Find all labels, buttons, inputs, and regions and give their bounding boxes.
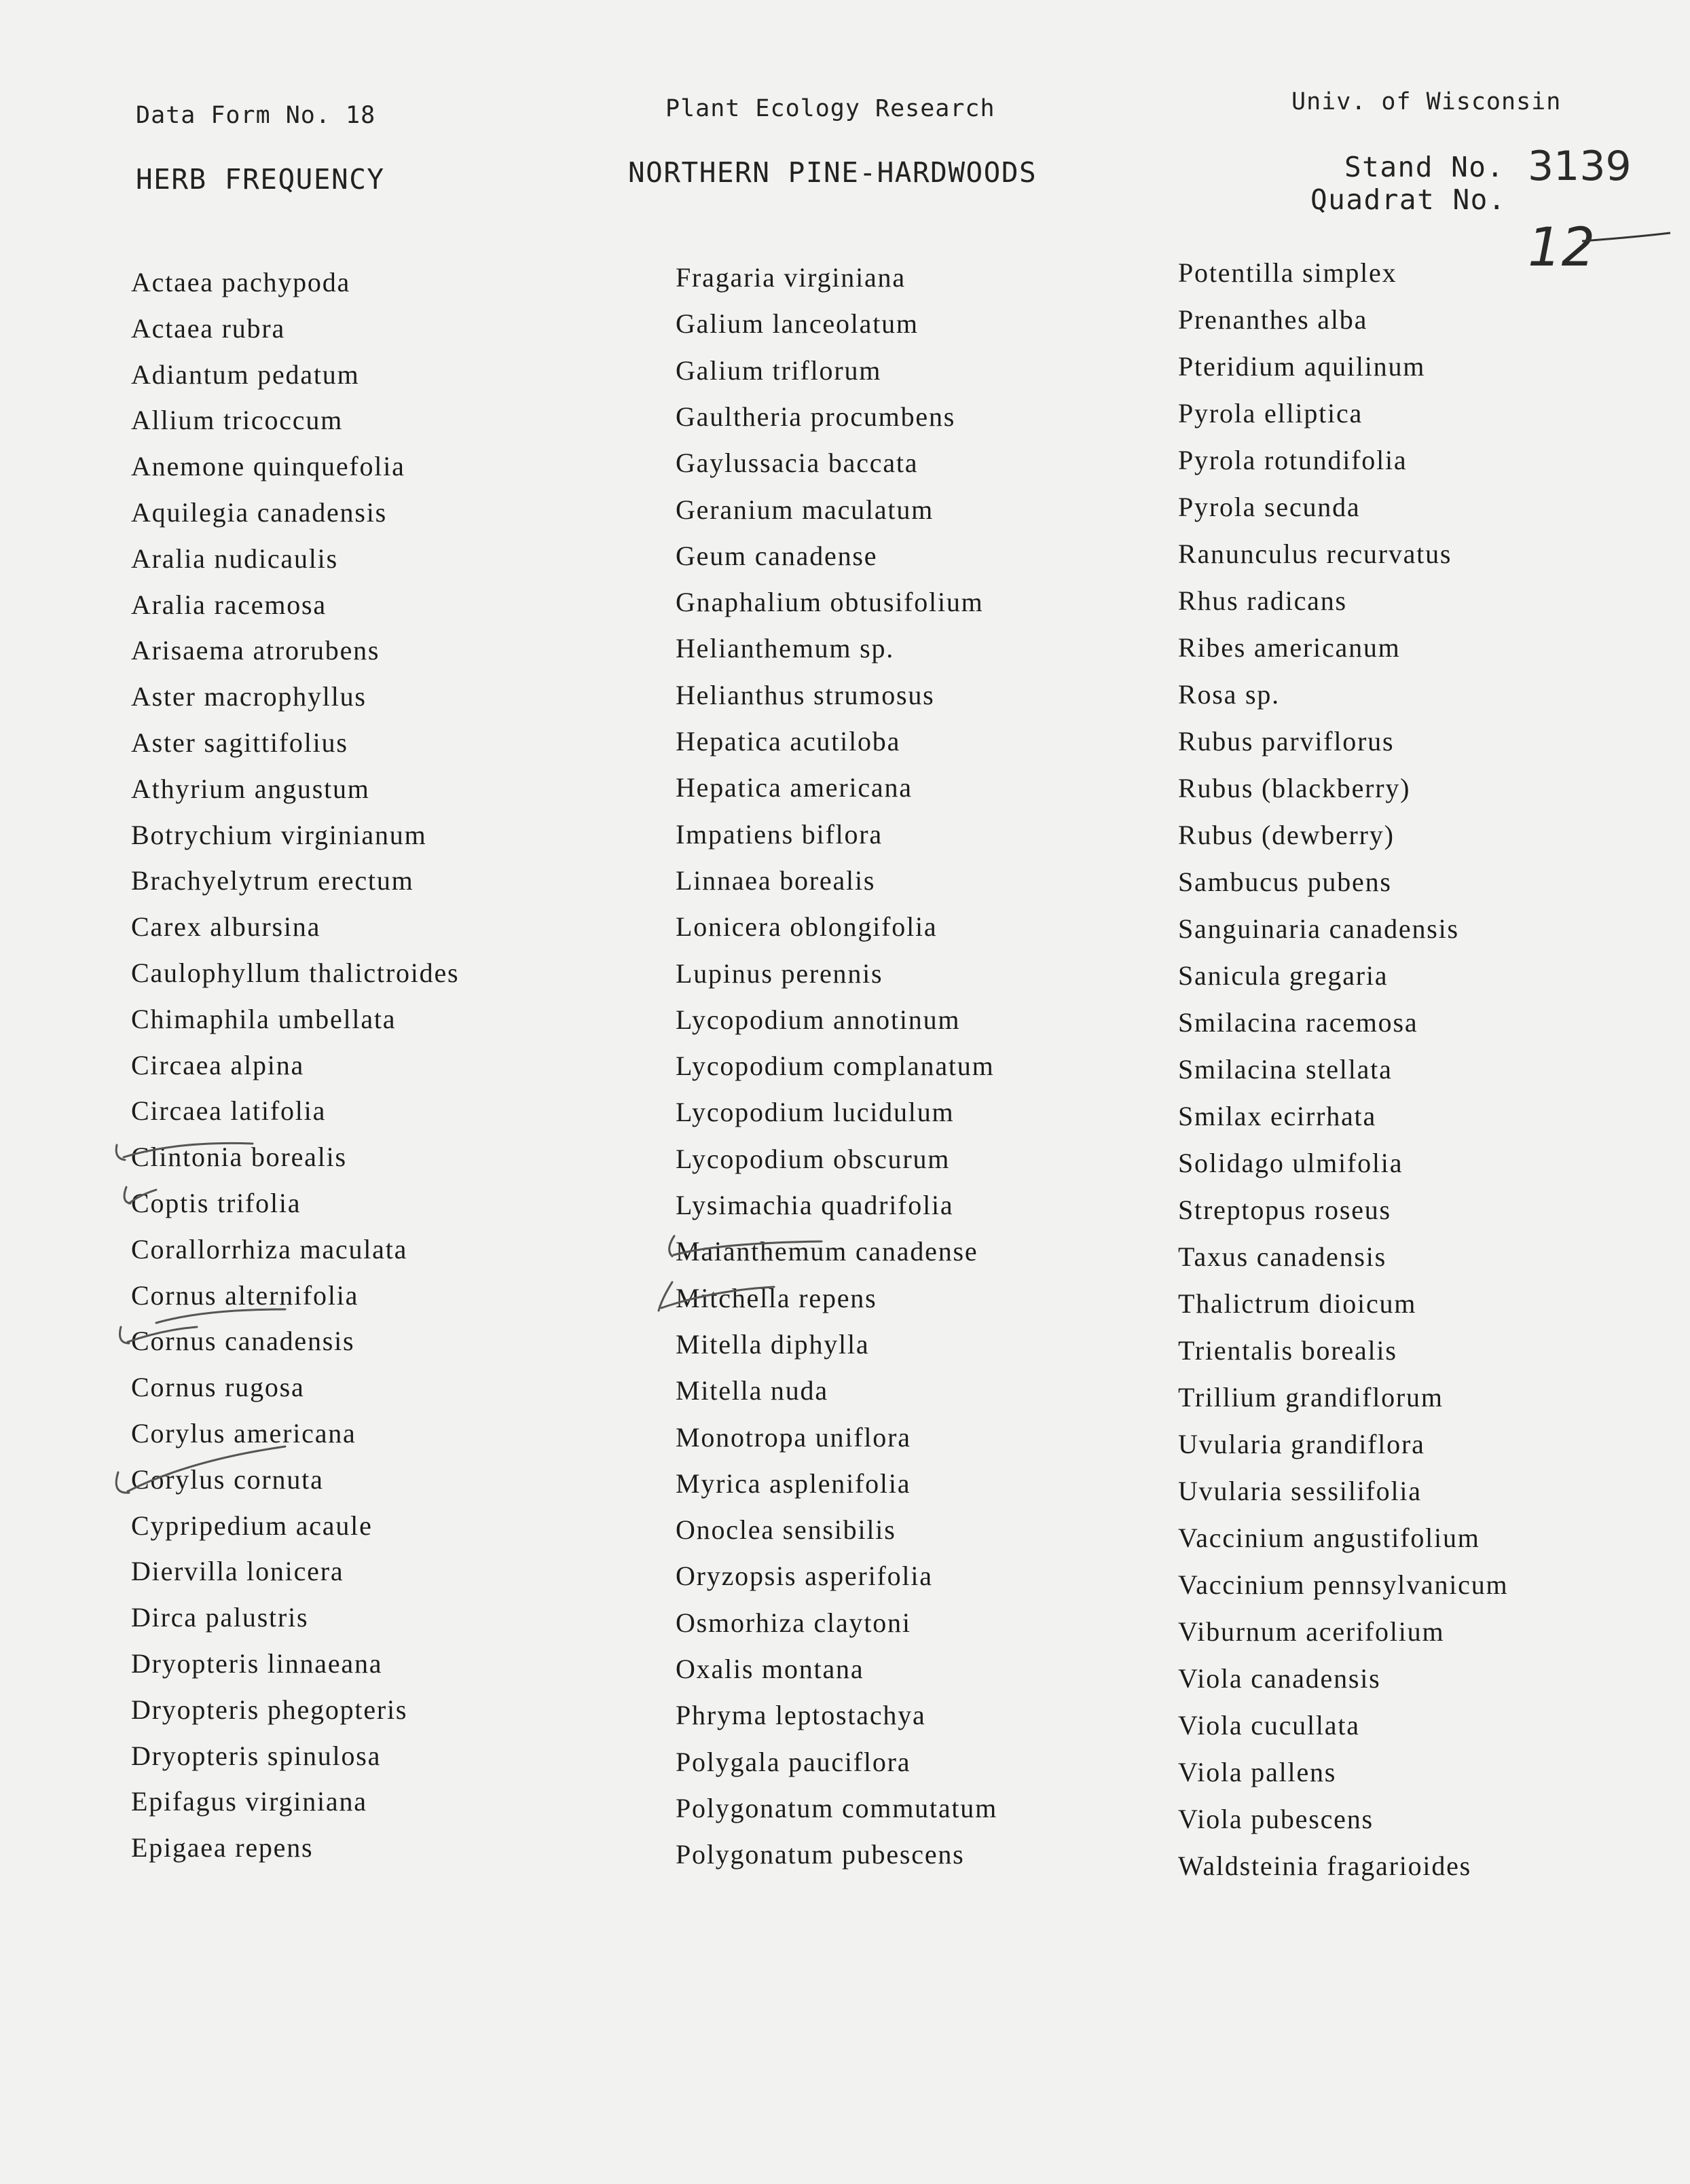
species-item: Carex albursina [131, 911, 321, 943]
species-item: Viola cucullata [1178, 1710, 1360, 1741]
species-item: Diervilla lonicera [131, 1556, 344, 1587]
species-item: Athyrium angustum [131, 773, 370, 804]
species-item: Potentilla simplex [1178, 257, 1397, 288]
species-item: Vaccinium pennsylvanicum [1178, 1569, 1509, 1600]
species-item: Trillium grandiflorum [1178, 1382, 1444, 1413]
species-item: Uvularia grandiflora [1178, 1429, 1425, 1459]
species-item: Cornus rugosa [131, 1372, 305, 1403]
species-item: Polygala pauciflora [676, 1746, 911, 1777]
species-item: Lonicera oblongifolia [676, 911, 938, 943]
species-item: Corylus cornuta [131, 1463, 324, 1495]
species-item: Galium triflorum [676, 354, 882, 386]
species-item: Circaea alpina [131, 1049, 305, 1080]
species-item: Phryma leptostachya [676, 1700, 926, 1731]
species-item: Corallorrhiza maculata [131, 1233, 408, 1264]
species-item: Oryzopsis asperifolia [676, 1561, 933, 1592]
species-item: Cornus canadensis [131, 1326, 355, 1357]
species-item: Epigaea repens [131, 1832, 314, 1863]
species-item: Helianthemum sp. [676, 633, 895, 664]
species-item: Arisaema atrorubens [131, 635, 380, 666]
species-item: Pyrola secunda [1178, 492, 1361, 522]
species-item: Lycopodium lucidulum [676, 1097, 955, 1128]
species-item: Galium lanceolatum [676, 308, 919, 340]
species-item: Rosa sp. [1178, 679, 1280, 710]
species-item: Smilacina racemosa [1178, 1007, 1418, 1038]
species-item: Smilacina stellata [1178, 1054, 1393, 1085]
species-item: Waldsteinia fragarioides [1178, 1851, 1472, 1881]
species-item: Botrychium virginianum [131, 819, 427, 850]
form-number: Data Form No. 18 [136, 102, 376, 129]
species-item: Solidago ulmifolia [1178, 1148, 1403, 1178]
species-item: Geranium maculatum [676, 494, 934, 525]
stand-number: 3139 [1528, 143, 1632, 190]
species-item: Pteridium aquilinum [1178, 351, 1426, 382]
forest-type: NORTHERN PINE-HARDWOODS [628, 156, 1037, 189]
species-item: Monotropa uniflora [676, 1421, 911, 1453]
species-item: Maianthemum canadense [676, 1236, 978, 1267]
species-item: Rubus (dewberry) [1178, 820, 1395, 850]
species-item: Epifagus virginiana [131, 1786, 367, 1817]
species-item: Corylus americana [131, 1418, 356, 1449]
species-item: Fragaria virginiana [676, 262, 906, 293]
species-item: Sanguinaria canadensis [1178, 913, 1459, 944]
species-item: Polygonatum pubescens [676, 1839, 965, 1870]
species-item: Viola pallens [1178, 1757, 1337, 1787]
species-item: Gnaphalium obtusifolium [676, 587, 984, 618]
species-item: Coptis trifolia [131, 1188, 301, 1218]
species-item: Chimaphila umbellata [131, 1003, 397, 1034]
species-item: Linnaea borealis [676, 864, 876, 896]
species-item: Smilax ecirrhata [1178, 1101, 1377, 1131]
species-item: Aralia racemosa [131, 589, 327, 620]
species-item: Taxus canadensis [1178, 1241, 1387, 1272]
species-item: Prenanthes alba [1178, 304, 1368, 335]
species-item: Gaylussacia baccata [676, 448, 919, 479]
species-item: Oxalis montana [676, 1654, 864, 1684]
species-item: Brachyelytrum erectum [131, 865, 414, 896]
species-item: Mitchella repens [676, 1282, 877, 1313]
species-item: Anemone quinquefolia [131, 451, 405, 482]
institution: Univ. of Wisconsin [1291, 88, 1562, 115]
species-item: Lupinus perennis [676, 958, 883, 989]
species-item: Sambucus pubens [1178, 867, 1392, 897]
species-item: Dryopteris linnaeana [131, 1648, 383, 1679]
species-item: Dirca palustris [131, 1602, 309, 1633]
species-item: Hepatica americana [676, 772, 913, 803]
species-item: Caulophyllum thalictroides [131, 958, 460, 988]
species-item: Aquilegia canadensis [131, 497, 387, 528]
species-item: Circaea latifolia [131, 1095, 327, 1127]
species-item: Clintonia borealis [131, 1142, 347, 1173]
project-name: Plant Ecology Research [665, 95, 995, 122]
species-item: Ranunculus recurvatus [1178, 539, 1452, 569]
species-item: Osmorhiza claytoni [676, 1607, 911, 1638]
quadrat-number: 12 [1528, 217, 1596, 278]
species-item: Aster macrophyllus [131, 681, 367, 712]
species-item: Uvularia sessilifolia [1178, 1476, 1422, 1506]
species-item: Cornus alternifolia [131, 1279, 359, 1311]
species-item: Thalictrum dioicum [1178, 1288, 1417, 1319]
species-item: Trientalis borealis [1178, 1335, 1397, 1366]
quadrat-label: Quadrat No. [1310, 183, 1507, 216]
species-item: Cypripedium acaule [131, 1510, 373, 1541]
species-item: Dryopteris spinulosa [131, 1740, 382, 1771]
species-item: Rhus radicans [1178, 585, 1347, 616]
species-item: Hepatica acutiloba [676, 726, 901, 757]
species-item: Polygonatum commutatum [676, 1792, 998, 1823]
species-item: Pyrola rotundifolia [1178, 445, 1408, 475]
species-item: Rubus parviflorus [1178, 726, 1395, 757]
species-item: Aralia nudicaulis [131, 543, 338, 574]
form-title: HERB FREQUENCY [136, 163, 385, 196]
species-item: Dryopteris phegopteris [131, 1694, 408, 1725]
species-item: Rubus (blackberry) [1178, 773, 1411, 803]
check-mark-cornus-alternifolia [156, 1309, 285, 1323]
species-item: Lysimachia quadrifolia [676, 1190, 954, 1220]
species-item: Myrica asplenifolia [676, 1468, 911, 1499]
species-item: Lycopodium annotinum [676, 1004, 961, 1035]
species-item: Viola pubescens [1178, 1804, 1374, 1834]
species-item: Pyrola elliptica [1178, 398, 1363, 429]
species-item: Actaea pachypoda [131, 267, 351, 297]
species-item: Actaea rubra [131, 312, 286, 344]
species-item: Onoclea sensibilis [676, 1514, 896, 1546]
species-item: Streptopus roseus [1178, 1195, 1391, 1225]
species-item: Geum canadense [676, 540, 878, 571]
species-item: Sanicula gregaria [1178, 960, 1389, 991]
species-item: Helianthus strumosus [676, 679, 935, 710]
species-item: Impatiens biflora [676, 818, 883, 850]
species-item: Adiantum pedatum [131, 359, 360, 390]
species-item: Viola canadensis [1178, 1663, 1381, 1694]
stand-label: Stand No. [1344, 151, 1505, 183]
species-item: Allium tricoccum [131, 405, 344, 436]
species-item: Lycopodium obscurum [676, 1143, 951, 1174]
species-item: Vaccinium angustifolium [1178, 1523, 1480, 1553]
species-item: Gaultheria procumbens [676, 401, 956, 432]
species-item: Lycopodium complanatum [676, 1051, 995, 1082]
species-item: Mitella nuda [676, 1375, 828, 1406]
species-item: Aster sagittifolius [131, 727, 348, 758]
species-item: Ribes americanum [1178, 632, 1401, 663]
species-item: Viburnum acerifolium [1178, 1616, 1445, 1647]
species-item: Mitella diphylla [676, 1328, 870, 1360]
